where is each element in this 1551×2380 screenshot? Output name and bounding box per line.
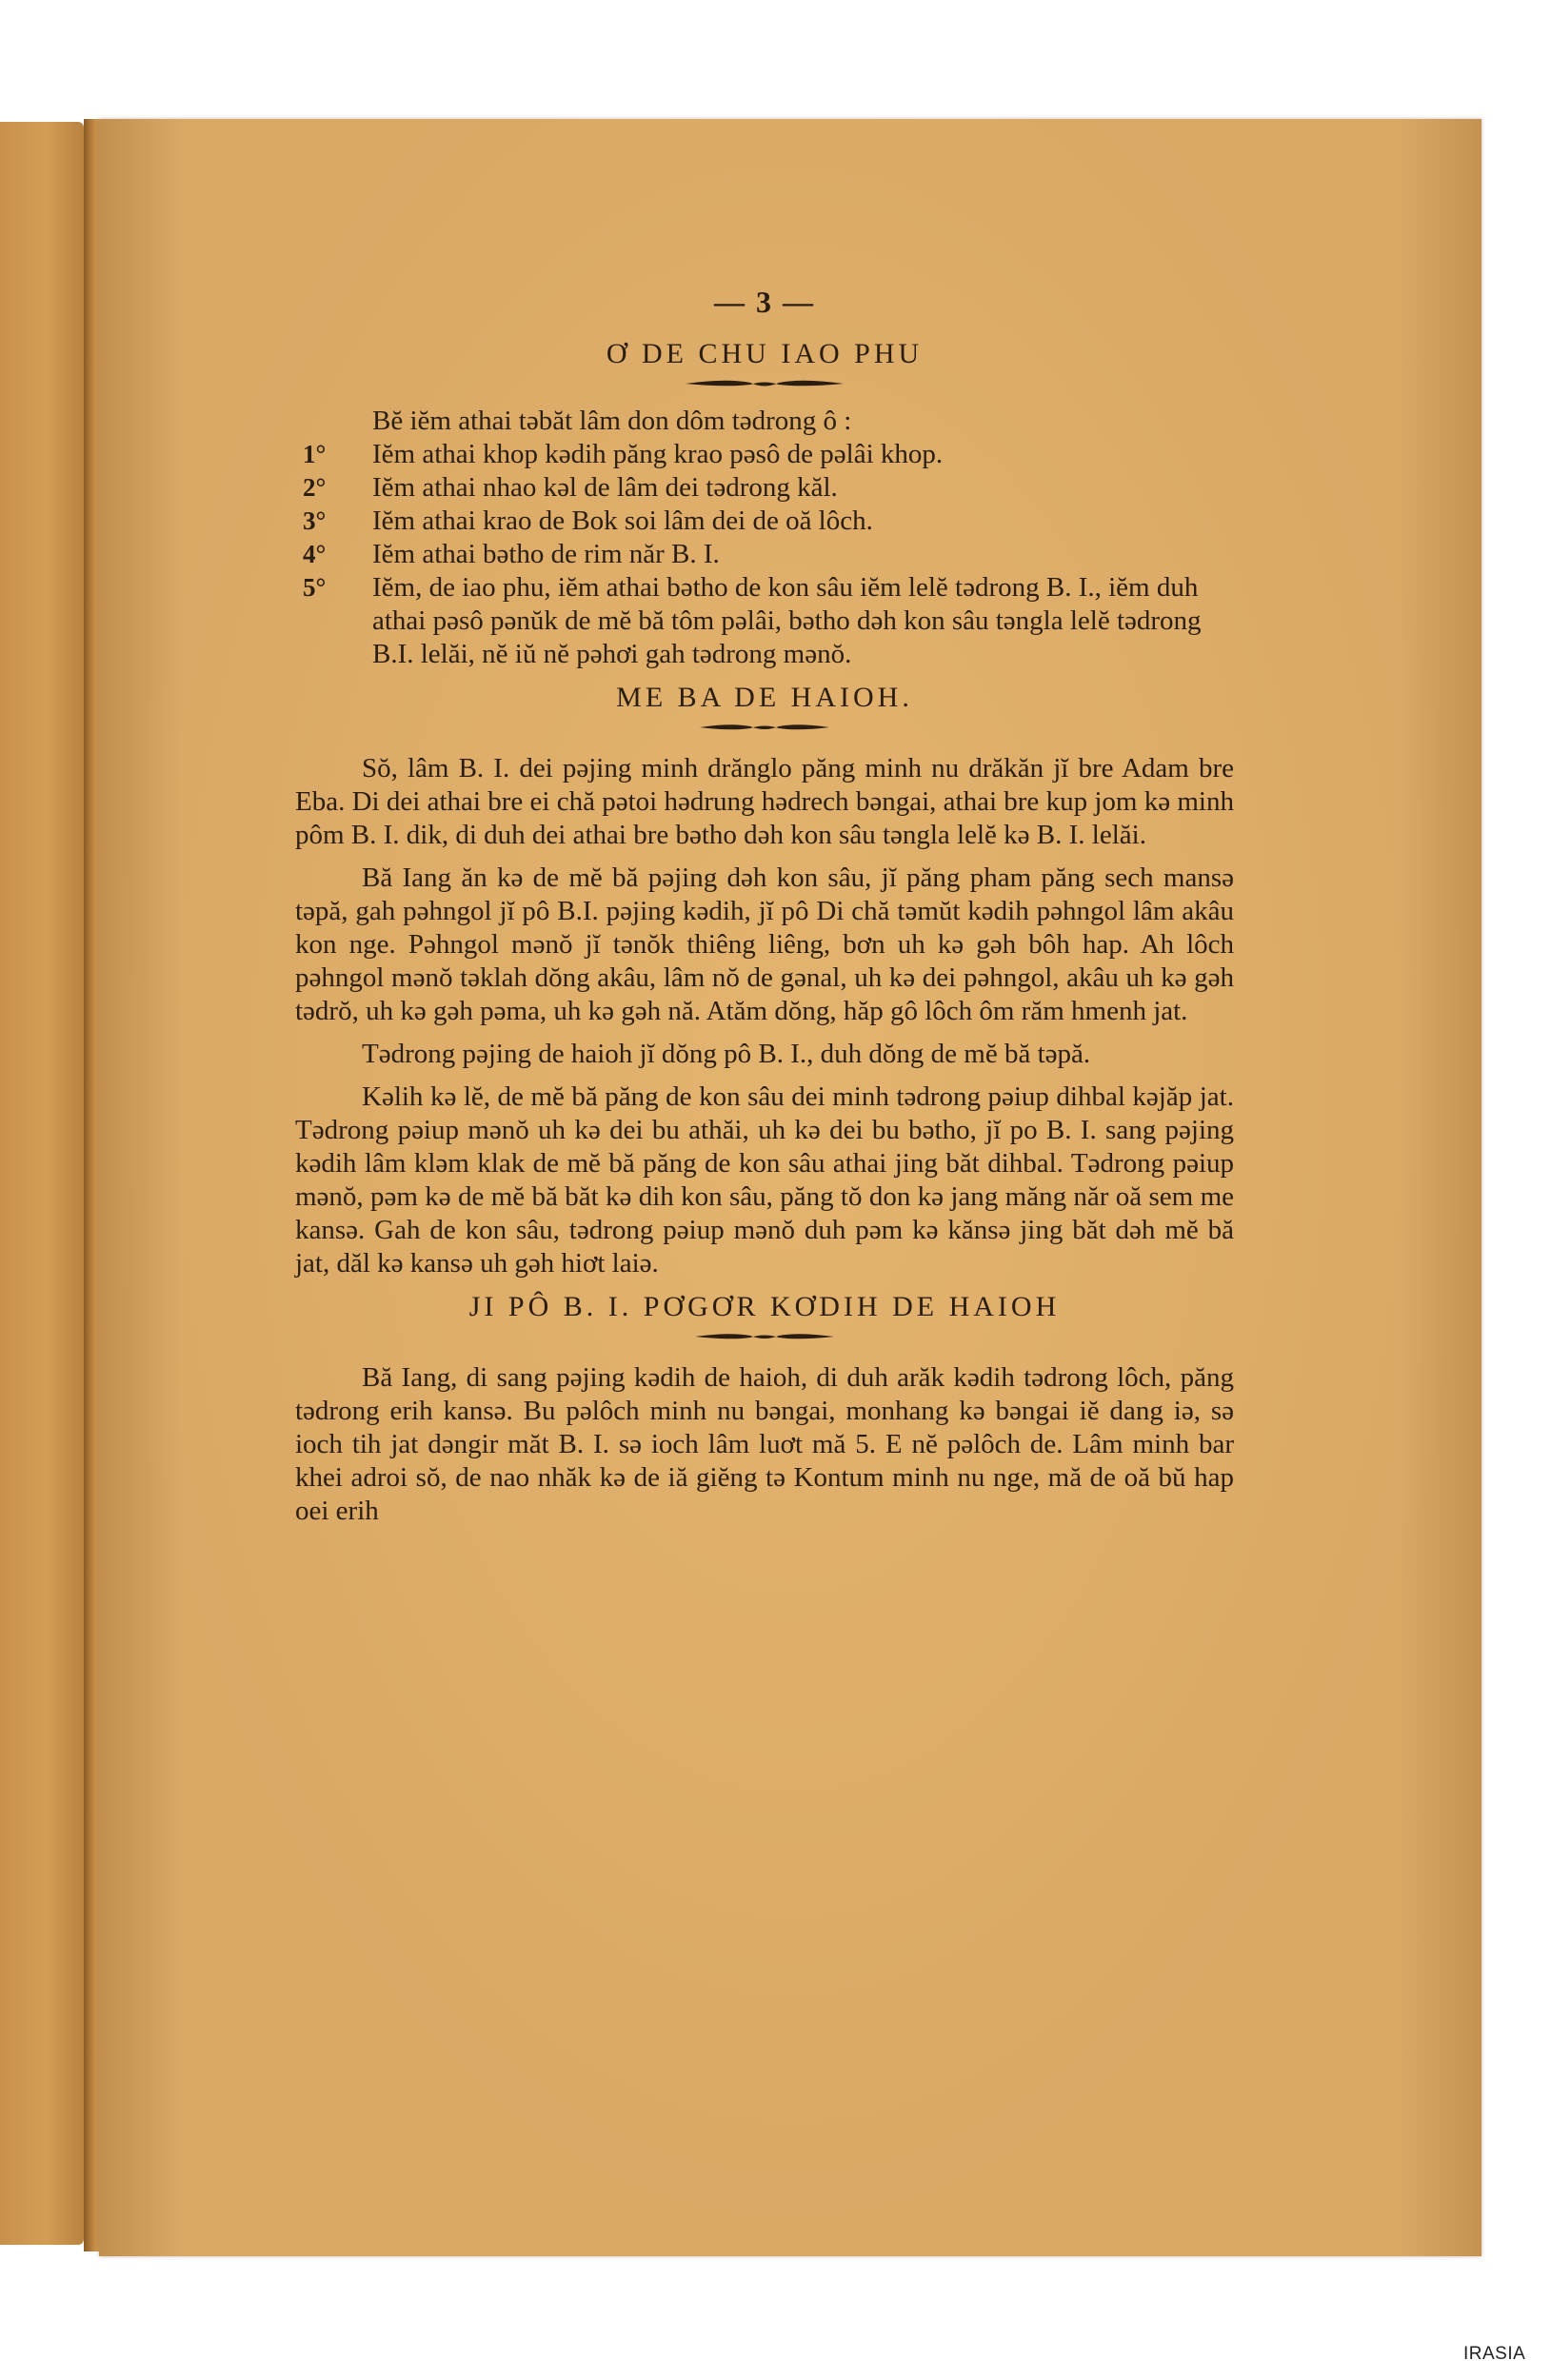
section-heading: JI PÔ B. I. PƠGƠR KƠDIH DE HAIOH [468, 1291, 1061, 1322]
list-text: Iĕm athai khop kədih păng krao pəsô de pəlâi khop. [372, 439, 944, 469]
ornament-divider [295, 1323, 1234, 1350]
paragraph: Tədrong pəjing de haioh jĭ dŏng pô B. I., duh dŏng de mĕ bă təpă. [362, 1039, 1091, 1069]
paragraph: Sŏ, lâm B. I. dei pəjing minh drănglo păng minh nu drăkăn jĭ bre Adam bre Eba. Di dei athai bre ei chă pətoi hədrung hədrech bəngai, athai bre kup jom kə minh pôm B. I. dik, di duh dei athai bre bətho dəh kon sâu təngla lelĕ kə B. I. lelăi. [295, 753, 1234, 850]
paragraph: Bă Iang, di sang pəjing kədih de haioh, di duh arăk kədih tədrong lôch, păng tədrong erih kansə. Bu pəlôch minh nu bəngai, monhang kə bəngai iĕ dang iə, sə ioch tih jat dəngir măt B. I. sə ioch lâm luơt mă 5. E nĕ pəlôch de. Lâm minh bar khei adroi sŏ, de nao nhăk kə de iă giĕng tə Kontum minh nu nge, mă de oă bŭ hap oei erih [295, 1362, 1234, 1526]
list-text: Iĕm athai bətho de rim năr B. I. [372, 539, 720, 569]
list-text: Iĕm, de iao phu, iĕm athai bətho de kon sâu iĕm lelĕ tədrong B. I., iĕm duh athai pəsô pənŭk de mĕ bă tôm pəlâi, bətho dəh kon sâu təngla lelĕ tədrong B.I. lelăi, nĕ iŭ nĕ pəhơi gah tədrong mənŏ. [372, 572, 1202, 669]
list-item [295, 438, 1234, 471]
list-number: 1° [303, 440, 327, 468]
list-number: 5° [303, 573, 327, 602]
list-text: Iĕm athai krao de Bok soi lâm dei de oă lôch. [372, 506, 873, 536]
list-text: Iĕm athai nhao kəl de lâm dei tədrong kăl. [372, 472, 838, 503]
list-item [295, 505, 1234, 538]
list-item [295, 538, 1234, 571]
list-number: 3° [303, 506, 327, 535]
list-item [295, 571, 1234, 671]
ornament-divider [295, 370, 1234, 397]
list-number: 2° [303, 473, 327, 502]
page-number: — 3 — [714, 285, 815, 319]
page-text [295, 286, 1234, 1537]
list-number: 4° [303, 540, 327, 568]
paragraph: Bă Iang ăn kə de mĕ bă pəjing dəh kon sâu, jĭ păng pham păng sech mansə təpă, gah pəhngol jĭ pô B.I. pəjing kədih, jĭ pô Di chă təmŭt kədih pəhngol lâm akâu kon nge. Pəhngol mənŏ jĭ tənŏk thiêng liêng, bơn uh kə gəh bôh hap. Ah lôch pəhngol mənŏ təklah dŏng akâu, lâm nŏ de gənal, uh kə dei pəhngol, akâu uh kə gəh tədrŏ, uh kə gəh pəma, uh kə gəh nă. Atăm dŏng, hăp gô lôch ôm răm hmenh jat. [295, 863, 1234, 1026]
paragraph: Kəlih kə lĕ, de mĕ bă păng de kon sâu dei minh tədrong pəiup dihbal kəjăp jat. Tədrong pəiup mənŏ uh kə dei bu athăi, uh kə dei bu bətho, jĭ po B. I. sang pəjing kədih lâm kləm klak de mĕ bă păng de kon sâu athai jing băt dihbal. Tədrong pəiup mənŏ, pəm kə de mĕ bă băt kə dih kon sâu, păng tŏ don kə jang măng năr oă sem me kansə. Gah de kon sâu, tədrong pəiup mənŏ duh pəm kə kănsə jing băt dəh mĕ bă jat, dăl kə kansə uh gəh hiơt laiə. [295, 1081, 1234, 1279]
section-heading: Ơ DE CHU IAO PHU [606, 338, 924, 369]
previous-page-edge [0, 122, 84, 2245]
watermark: IRASIA [1463, 2344, 1526, 2364]
list-item [295, 471, 1234, 505]
section-heading: ME BA DE HAIOH. [616, 682, 913, 713]
ornament-divider [295, 714, 1234, 741]
intro-line: Bĕ iĕm athai təbăt lâm don dôm tədrong ô : [372, 406, 852, 436]
